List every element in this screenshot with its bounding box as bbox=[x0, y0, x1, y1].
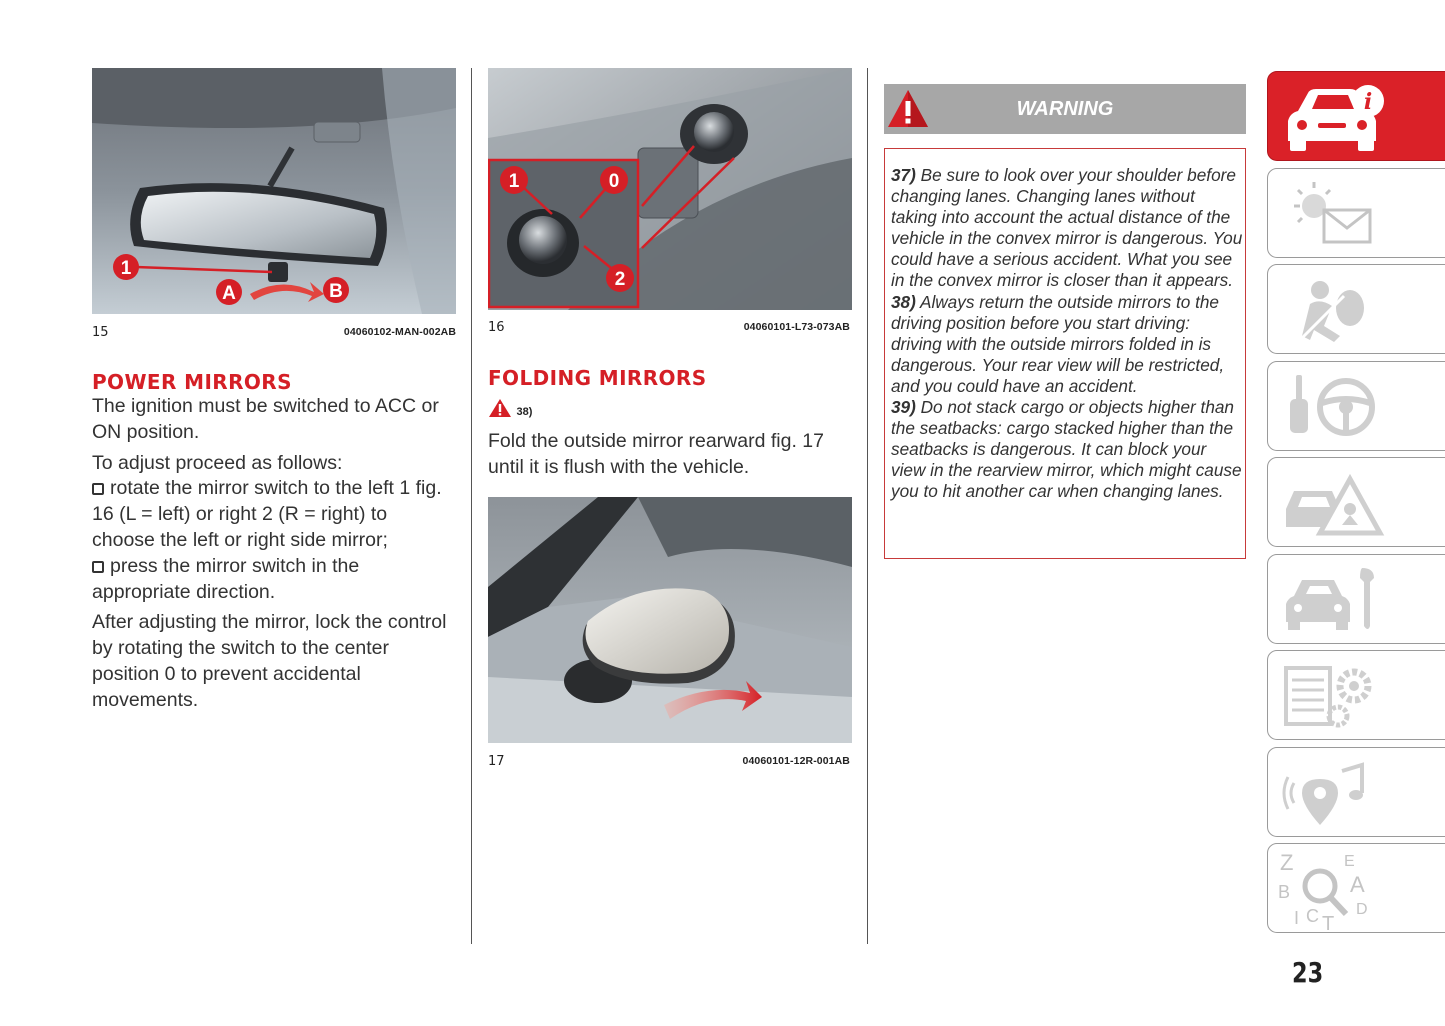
index-letter: D bbox=[1356, 901, 1368, 918]
callout-1: 1 bbox=[120, 258, 132, 279]
index-letter: C bbox=[1306, 906, 1319, 926]
figure-code: 04060102-MAN-002AB bbox=[343, 326, 456, 338]
tab-emergency[interactable] bbox=[1267, 457, 1445, 547]
warning-lights-messages-icon bbox=[1280, 174, 1390, 254]
tab-technical-data[interactable] bbox=[1267, 650, 1445, 740]
warning-header bbox=[884, 84, 1246, 134]
maintenance-icon bbox=[1280, 560, 1390, 640]
paragraph: After adjusting the mirror, lock the control by rotating the switch to the center position 0 to prevent accidental movements. bbox=[92, 611, 447, 711]
figure-code: 04060101-L73-073AB bbox=[743, 321, 850, 333]
callout-b: B bbox=[329, 281, 343, 302]
warning-text bbox=[891, 165, 1243, 503]
figure-number: 16 bbox=[488, 320, 505, 335]
figure-number: 17 bbox=[488, 754, 505, 769]
safety-airbag-icon bbox=[1280, 270, 1390, 350]
index-letter: T bbox=[1322, 913, 1335, 932]
folding-mirrors-text: Fold the outside mirror rearward fig. 17 until it is flush with the vehicle. bbox=[488, 430, 824, 478]
page-number: 23 bbox=[1292, 956, 1324, 989]
index-letter: E bbox=[1344, 853, 1355, 870]
tab-car-info[interactable] bbox=[1267, 71, 1445, 161]
index-letter: Z bbox=[1280, 850, 1294, 875]
callout-1: 1 bbox=[508, 171, 520, 192]
tab-warning-lights-messages[interactable] bbox=[1267, 168, 1445, 258]
technical-data-icon bbox=[1280, 656, 1390, 736]
tab-safety[interactable] bbox=[1267, 264, 1445, 354]
bullet-text: rotate the mirror switch to the left 1 fig. 16 (L = left) or right 2 (R = right) to choose the left or right side mirror; bbox=[92, 477, 442, 551]
warning-box bbox=[884, 148, 1246, 559]
paragraph: To adjust proceed as follows: rotate the mirror switch to the left 1 fig. 16 (L = left) or right 2 (R = right) to choose the left or right side mirror; press the mirror switch in the appropriate direction. bbox=[92, 451, 442, 603]
warning-triangle-icon bbox=[488, 398, 512, 418]
index-letter: I bbox=[1294, 908, 1300, 928]
figure-number: 15 bbox=[92, 325, 109, 340]
tab-maintenance[interactable] bbox=[1267, 554, 1445, 644]
bullet-icon bbox=[92, 561, 104, 573]
figure-17-folding-mirror bbox=[488, 497, 852, 743]
paragraph: The ignition must be switched to ACC or ON position. bbox=[92, 395, 439, 443]
power-mirrors-text bbox=[92, 394, 454, 719]
warning-item-number: 39) bbox=[891, 397, 916, 418]
index-letter: A bbox=[1350, 872, 1365, 897]
warning-reference bbox=[488, 398, 532, 420]
heading-folding-mirrors: FOLDING MIRRORS bbox=[488, 366, 707, 390]
column-divider bbox=[867, 68, 868, 944]
info-letter: i bbox=[1363, 89, 1373, 115]
tab-starting-driving[interactable] bbox=[1267, 361, 1445, 451]
warning-item-text: Do not stack cargo or objects higher than the seatbacks: cargo stacked higher than the seatbacks is dangerous. It can block your view in the rearview mirror, which might cause you to hit another car when changing lanes. bbox=[891, 397, 1242, 502]
warning-ref-number: 38) bbox=[516, 406, 533, 418]
tab-index[interactable] bbox=[1267, 843, 1445, 933]
figure-15-caption bbox=[92, 325, 456, 340]
warning-item-text: Be sure to look over your shoulder before changing lanes. Changing lanes without taking into account the actual distance of the vehicle in the convex mirror is dangerous. You could have a serious accident. What you see in the convex mirror is closer than it appears. bbox=[891, 165, 1243, 291]
multimedia-icon bbox=[1280, 753, 1390, 833]
tab-multimedia[interactable] bbox=[1267, 747, 1445, 837]
callout-2: 2 bbox=[614, 269, 626, 290]
callout-0: 0 bbox=[608, 171, 620, 192]
bullet-icon bbox=[92, 483, 104, 495]
starting-driving-icon bbox=[1280, 367, 1390, 447]
figure-16-caption bbox=[488, 320, 850, 335]
warning-title: WARNING bbox=[1016, 98, 1114, 120]
heading-power-mirrors: POWER MIRRORS bbox=[92, 370, 292, 394]
warning-item-text: Always return the outside mirrors to the driving position before you start driving: driving with the outside mirrors folded in is dangerous. Your rear view will be restricted, and you could have an accident. bbox=[891, 291, 1225, 396]
warning-item-number: 37) bbox=[891, 165, 916, 185]
warning-item-number: 38) bbox=[891, 291, 916, 312]
callout-a: A bbox=[222, 283, 236, 304]
figure-17-caption bbox=[488, 754, 850, 769]
column-divider bbox=[471, 68, 472, 944]
figure-code: 04060101-12R-001AB bbox=[742, 755, 850, 767]
car-info-icon bbox=[1280, 77, 1390, 157]
figure-15-rearview-mirror bbox=[92, 68, 456, 314]
figure-16-mirror-switch bbox=[488, 68, 852, 310]
bullet-text: press the mirror switch in the appropriate direction. bbox=[92, 554, 360, 603]
index-icon bbox=[1274, 846, 1384, 932]
index-letter: B bbox=[1278, 882, 1291, 902]
emergency-icon bbox=[1280, 463, 1390, 543]
